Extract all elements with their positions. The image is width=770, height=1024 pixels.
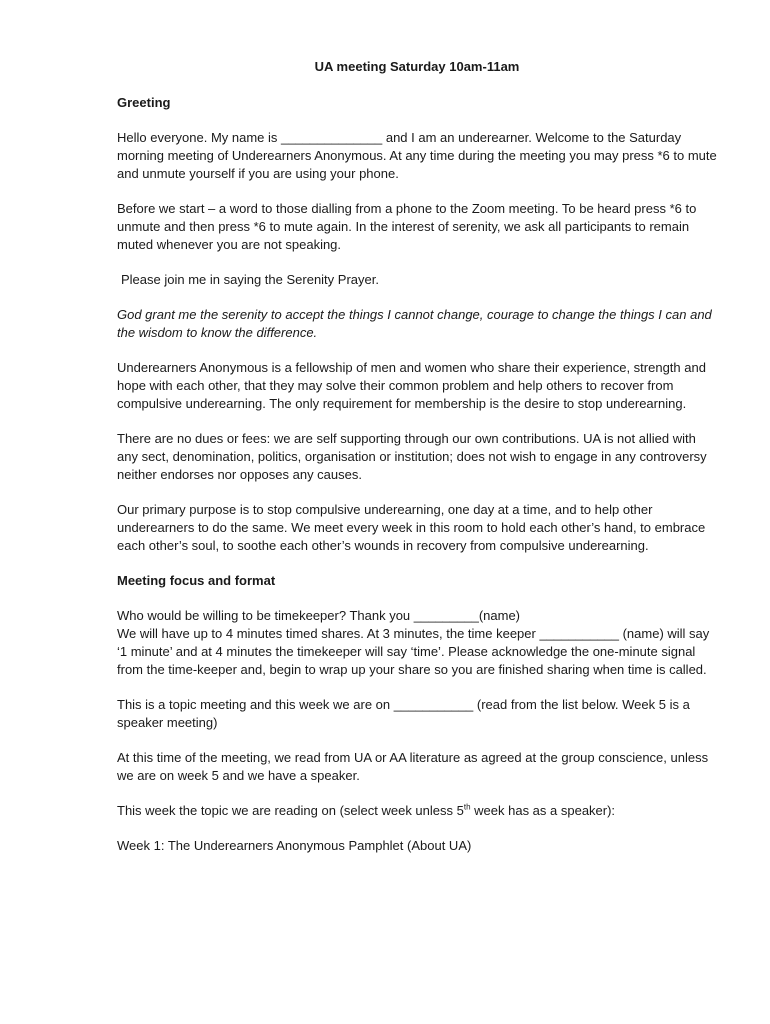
primary-purpose-paragraph: Our primary purpose is to stop compulsive underearning, one day at a time, and to help other underearners to do the same. We meet every week in this room to hold each other’s hand, to embrace each other’s soul, to soothe each other’s wounds in recovery from compulsive underearning. (117, 502, 706, 553)
document-title: UA meeting Saturday 10am-11am (314, 59, 520, 74)
timekeeper-line-1: Who would be willing to be timekeeper? Thank you _________(name) (117, 608, 521, 623)
timekeeper-section (117, 607, 717, 679)
greeting-heading: Greeting (117, 95, 171, 110)
serenity-prayer-paragraph: God grant me the serenity to accept the things I cannot change, courage to change the things I can and the wisdom to know the difference. (117, 307, 712, 340)
topic-select-text-after: week has as a speaker): (470, 803, 616, 818)
week-1-item: Week 1: The Underearners Anonymous Pamphlet (About UA) (117, 838, 472, 853)
join-prayer-paragraph: Please join me in saying the Serenity Prayer. (121, 272, 379, 287)
before-start-paragraph: Before we start – a word to those dialling from a phone to the Zoom meeting. To be heard press *6 to unmute and then press *6 to mute again. In the interest of serenity, we ask all participants to remain muted whenever you are not speaking. (117, 201, 697, 252)
format-heading: Meeting focus and format (117, 573, 276, 588)
topic-select-text-before: This week the topic we are reading on (select week unless 5 (117, 803, 464, 818)
intro-paragraph: Hello everyone. My name is ______________ and I am an underearner. Welcome to the Saturday morning meeting of Underearners Anonymous. At any time during the meeting you may press *6 to mute and unmute yourself if you are using your phone. (117, 130, 717, 181)
fellowship-paragraph: Underearners Anonymous is a fellowship of men and women who share their experience, strength and hope with each other, that they may solve their common problem and help others to recover from compulsive underearning. The only requirement for membership is the desire to stop underearning. (117, 360, 706, 411)
topic-paragraph: This is a topic meeting and this week we are on ___________ (read from the list below. Week 5 is a speaker meeting) (117, 697, 690, 730)
document-page (117, 58, 717, 872)
no-dues-paragraph: There are no dues or fees: we are self supporting through our own contributions. UA is not allied with any sect, denomination, politics, organisation or institution; does not wish to engage in any controversy neither endorses nor opposes any causes. (117, 431, 707, 482)
literature-paragraph: At this time of the meeting, we read from UA or AA literature as agreed at the group conscience, unless we are on week 5 and we have a speaker. (117, 750, 709, 783)
topic-select-superscript: th (463, 802, 471, 812)
timekeeper-line-2: We will have up to 4 minutes timed shares. At 3 minutes, the time keeper ___________ (name) will say ‘1 minute’ and at 4 minutes the timekeeper will say ‘time’. Please acknowledge the one-minute signal from the time-keeper and, begin to wrap up your share so you are finished sharing when time is called. (117, 626, 710, 677)
topic-select-paragraph (117, 802, 717, 820)
